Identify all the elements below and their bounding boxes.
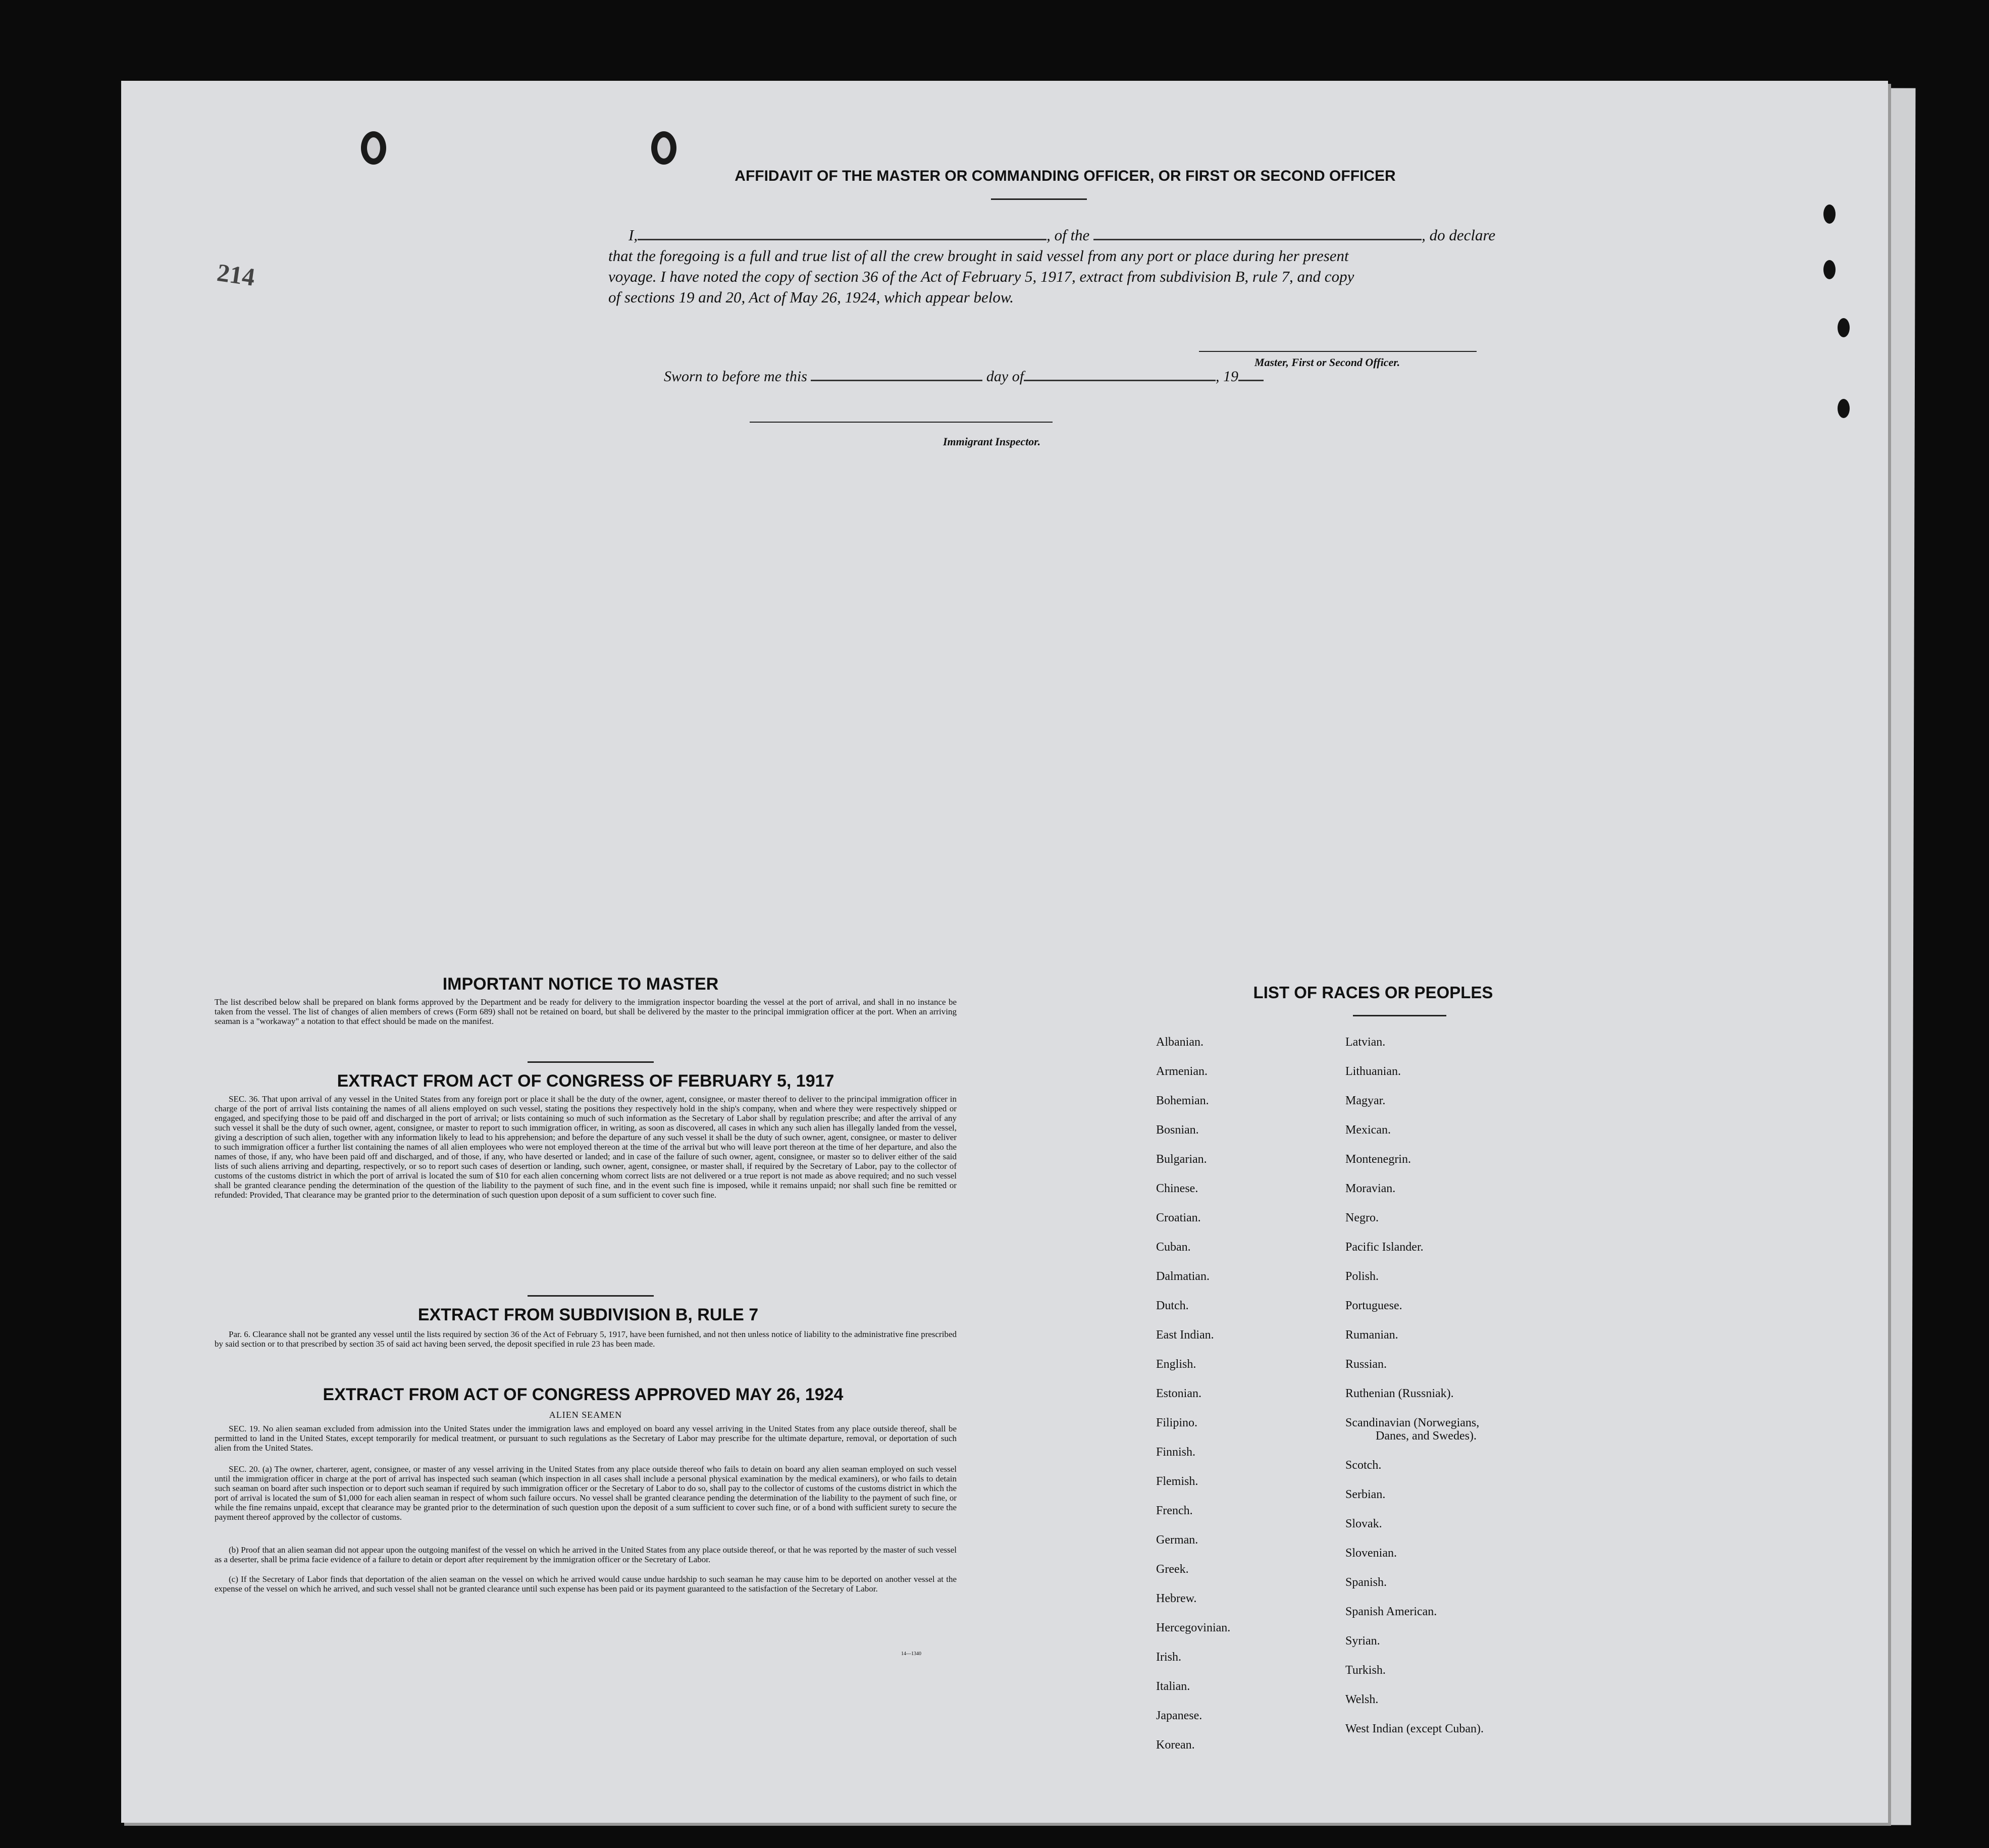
extract-1924-sec19: SEC. 19. No alien seaman excluded from admission into the United States under the immigration laws and employed on board any vessel arriving in the United States from any place outside thereof, shall be permitted to land in the United States, except temporarily for medical treatment, or pursuant to such regulations as the Secretary of Labor may prescribe for the ultimate departure, removal, or deportation of such alien from the United States. bbox=[215, 1424, 957, 1453]
punch-mark bbox=[1823, 260, 1836, 279]
race-item: Croatian. bbox=[1156, 1211, 1201, 1224]
affidavit-line-4: of sections 19 and 20, Act of May 26, 1924, which appear below. bbox=[608, 288, 1014, 306]
extract-1924-sec20: SEC. 20. (a) The owner, charterer, agent, consignee, or master of any vessel arriving in the United States from any place outside thereof who fails to detain on board any alien seaman employed on such vessel until the immigration officer in charge at the port of arrival has inspected such seaman (which inspection in all cases shall include a personal physical examination by the medical examiners), or who fails to detain such seaman on board after such inspection or to deport such seaman if required by such immigration officer or the Secretary of Labor to do so, shall pay to the collector of customs of the customs district in which the port of arrival is located the sum of $1,000 for each alien seaman in respect of whom such failure occurs. No vessel shall be granted clearance pending the determination of the liability to the payment of such fine, or while the fine remains unpaid, except that clearance may be granted prior to the determination of such question upon the deposit of a sum sufficient to cover such fine, or of a bond with sufficient surety to secure the payment thereof approved by the collector of customs. bbox=[215, 1464, 957, 1522]
extract-1924-sec20b: (b) Proof that an alien seaman did not appear upon the outgoing manifest of the vessel on which he arrived in the United States from any place outside thereof, or that he was reported by the master of such vessel as a deserter, shall be prima facie evidence of a failure to detain or deport after requirement by the immigration officer or the Secretary of Labor. bbox=[215, 1545, 957, 1564]
affidavit-title: AFFIDAVIT OF THE MASTER OR COMMANDING OFFICER, OR FIRST OR SECOND OFFICER bbox=[735, 168, 1396, 184]
race-item: Dutch. bbox=[1156, 1299, 1189, 1312]
races-column-2 bbox=[1345, 1028, 1484, 1743]
race-item: Chinese. bbox=[1156, 1182, 1198, 1195]
i-label: I, bbox=[629, 226, 638, 244]
race-item: Negro. bbox=[1345, 1211, 1379, 1224]
extract-1917-body: SEC. 36. That upon arrival of any vessel in the United States from any foreign port or place it shall be the duty of the owner, agent, consignee, or master thereof to deliver to the principal immigration officer in charge of the port of arrival lists containing the names of all aliens employed on such vessel, stating the positions they respectively hold in the ship's company, when and where they were respectively shipped or engaged, and specifying those to be paid off and discharged in the port of arrival; or lists containing so much of such information as the Secretary of Labor shall by regulation prescribe; and after the arrival of any such vessel it shall be the duty of such owner, agent, consignee, or master to report to such immigration officer, in writing, as soon as discovered, all cases in which any such alien has illegally landed from the vessel, giving a description of such alien, together with any information likely to lead to his apprehension; and before the departure of any such vessel it shall be the duty of such owner, agent, consignee, or master to deliver to such immigration officer a further list containing the names of all alien employees who were not employed thereon at the time of the arrival but who will leave port thereon at the time of her departure, and also the names of those, if any, who have been paid off and discharged, and of those, if any, who have deserted or landed; and in case of the failure of such owner, agent, consignee, or master so to deliver either of the said lists of such aliens arriving and departing, respectively, or so to report such cases of desertion or landing, such owner, agent, consignee, or master shall, if required by the Secretary of Labor, pay to the collector of customs of the customs district in which the port of arrival is located the sum of $10 for each alien concerning whom correct lists are not delivered or a true report is not made as above required; and no such vessel shall be granted clearance pending the determination of the question of the liability to the payment of such fine, and in the event such fine is imposed, while it remains unpaid; nor shall such fine be remitted or refunded: Provided, That clearance may be granted prior to the determination of such question upon deposit of a sum sufficient to cover such fine. bbox=[215, 1094, 957, 1200]
race-item: Greek. bbox=[1156, 1563, 1189, 1576]
race-item: Irish. bbox=[1156, 1651, 1181, 1664]
race-item: Magyar. bbox=[1345, 1094, 1386, 1107]
race-item: Latvian. bbox=[1345, 1036, 1386, 1049]
race-item: Armenian. bbox=[1156, 1065, 1208, 1078]
master-signature-line[interactable] bbox=[1199, 351, 1477, 352]
extract-1917-title: EXTRACT FROM ACT OF CONGRESS OF FEBRUARY 5, 1917 bbox=[337, 1071, 834, 1091]
race-item: Estonian. bbox=[1156, 1387, 1201, 1400]
vessel-name-field[interactable] bbox=[1093, 239, 1422, 240]
race-item: Danes, and Swedes). bbox=[1376, 1429, 1477, 1443]
race-item: English. bbox=[1156, 1358, 1196, 1371]
race-item: Lithuanian. bbox=[1345, 1065, 1401, 1078]
race-item: Albanian. bbox=[1156, 1036, 1203, 1049]
race-item: Dalmatian. bbox=[1156, 1270, 1210, 1283]
race-item: German. bbox=[1156, 1533, 1198, 1547]
race-item: Mexican. bbox=[1345, 1123, 1391, 1137]
race-item: Finnish. bbox=[1156, 1446, 1196, 1459]
punch-mark bbox=[1838, 318, 1850, 337]
race-item: Scotch. bbox=[1345, 1459, 1382, 1472]
race-item: Russian. bbox=[1345, 1358, 1387, 1371]
race-item: Cuban. bbox=[1156, 1241, 1191, 1254]
sworn-day-field[interactable] bbox=[811, 380, 982, 381]
race-item: Polish. bbox=[1345, 1270, 1379, 1283]
sworn-line bbox=[664, 366, 1264, 387]
races-title: LIST OF RACES OR PEOPLES bbox=[1253, 983, 1493, 1002]
extract-rule7-title: EXTRACT FROM SUBDIVISION B, RULE 7 bbox=[417, 1305, 759, 1324]
race-item: Hercegovinian. bbox=[1156, 1621, 1231, 1634]
race-item: Slovak. bbox=[1345, 1517, 1382, 1530]
master-signature-label: Master, First or Second Officer. bbox=[1254, 356, 1400, 369]
race-item: Bosnian. bbox=[1156, 1123, 1199, 1137]
binder-hole bbox=[651, 131, 676, 165]
inspector-label: Immigrant Inspector. bbox=[943, 435, 1041, 448]
race-item: Pacific Islander. bbox=[1345, 1241, 1424, 1254]
bleed-through-row bbox=[515, 470, 524, 487]
extract-rule7-body: Par. 6. Clearance shall not be granted any vessel until the lists required by section 36 of the Act of February 5, 1917, have been furnished, and not then unless notice of liability to the administrative fine prescribed by said section or to that prescribed by section 35 of said act having been served, the deposit specified in rule 23 has been made. bbox=[215, 1329, 957, 1349]
race-item: Serbian. bbox=[1345, 1488, 1386, 1501]
extract-1924-title: EXTRACT FROM ACT OF CONGRESS APPROVED MAY 26, 1924 bbox=[323, 1385, 844, 1404]
of-the-label: , of the bbox=[1046, 226, 1090, 244]
race-item: Montenegrin. bbox=[1345, 1153, 1411, 1166]
race-item: East Indian. bbox=[1156, 1328, 1214, 1342]
races-divider bbox=[1353, 1015, 1446, 1016]
extract-1917-divider bbox=[528, 1295, 654, 1297]
race-item: Bulgarian. bbox=[1156, 1153, 1207, 1166]
races-column-1 bbox=[1156, 1028, 1230, 1760]
alien-seamen-subtitle: ALIEN SEAMEN bbox=[549, 1410, 622, 1420]
sworn-month-field[interactable] bbox=[1024, 380, 1216, 381]
affidavit-line-3: voyage. I have noted the copy of section 36 of the Act of February 5, 1917, extract from subdivision B, rule 7, and copy bbox=[608, 268, 1354, 285]
day-of-label: day of bbox=[986, 368, 1024, 385]
race-item: Syrian. bbox=[1345, 1634, 1380, 1648]
form-number: 14—1340 bbox=[901, 1651, 921, 1657]
race-item: Hebrew. bbox=[1156, 1592, 1197, 1605]
race-item: Italian. bbox=[1156, 1680, 1190, 1693]
inspector-signature-line[interactable] bbox=[750, 422, 1053, 423]
race-item: Filipino. bbox=[1156, 1416, 1198, 1429]
race-item: Flemish. bbox=[1156, 1475, 1198, 1488]
extract-1924-sec20c: (c) If the Secretary of Labor finds that deportation of the alien seaman on the vessel on which he arrived would cause undue hardship to such seaman he may cause him to be deported on another vessel at the expense of the vessel on which he arrived, and such vessel shall not be granted clearance until such expense has been paid or its payment guaranteed to the satisfaction of the Secretary of Labor. bbox=[215, 1574, 957, 1594]
race-item: Welsh. bbox=[1345, 1693, 1379, 1706]
affidavit-line-2: that the foregoing is a full and true list of all the crew brought in said vessel from any port or place during her present bbox=[608, 247, 1349, 265]
race-item: Slovenian. bbox=[1345, 1547, 1397, 1560]
race-item: Rumanian. bbox=[1345, 1328, 1398, 1342]
affidavit-line-1 bbox=[608, 225, 1643, 245]
race-item: Moravian. bbox=[1345, 1182, 1396, 1195]
race-item: West Indian (except Cuban). bbox=[1345, 1722, 1484, 1735]
race-item: Portuguese. bbox=[1345, 1299, 1402, 1312]
notice-title: IMPORTANT NOTICE TO MASTER bbox=[442, 974, 719, 994]
race-item: Turkish. bbox=[1345, 1664, 1386, 1677]
race-item: Spanish. bbox=[1345, 1576, 1387, 1589]
affidavit-text bbox=[608, 225, 1643, 307]
race-item: Korean. bbox=[1156, 1738, 1195, 1752]
sworn-year-field[interactable] bbox=[1238, 380, 1264, 381]
handwritten-margin-number: 214 bbox=[215, 258, 257, 291]
title-divider bbox=[991, 198, 1087, 200]
bleed-through-heading bbox=[424, 169, 457, 203]
punch-mark bbox=[1838, 399, 1850, 418]
notice-divider bbox=[528, 1061, 654, 1063]
race-item: Scandinavian (Norwegians, bbox=[1345, 1416, 1480, 1429]
year-label: , 19 bbox=[1216, 368, 1239, 385]
document-page bbox=[121, 81, 1888, 1823]
race-item: Ruthenian (Russniak). bbox=[1345, 1387, 1454, 1400]
notice-body: The list described below shall be prepared on blank forms approved by the Department and be ready for delivery to the immigration inspector boarding the vessel at the port of arrival, and shall in no instance be taken from the vessel. The list of changes of alien members of crews (Form 689) shall not be retained on board, but shall be delivered by the master to the principal immigration officer at the port. When an arriving seaman is a "workaway" a notation to that effect should be made on the manifest. bbox=[215, 997, 957, 1026]
do-declare-label: , do declare bbox=[1422, 226, 1496, 244]
race-item: Spanish American. bbox=[1345, 1605, 1437, 1618]
race-item: Japanese. bbox=[1156, 1709, 1202, 1722]
sworn-label: Sworn to before me this bbox=[664, 368, 807, 385]
binder-hole bbox=[361, 131, 386, 165]
race-item: Bohemian. bbox=[1156, 1094, 1209, 1107]
officer-name-field[interactable] bbox=[638, 239, 1046, 240]
race-item: French. bbox=[1156, 1504, 1193, 1517]
punch-mark bbox=[1823, 204, 1836, 224]
